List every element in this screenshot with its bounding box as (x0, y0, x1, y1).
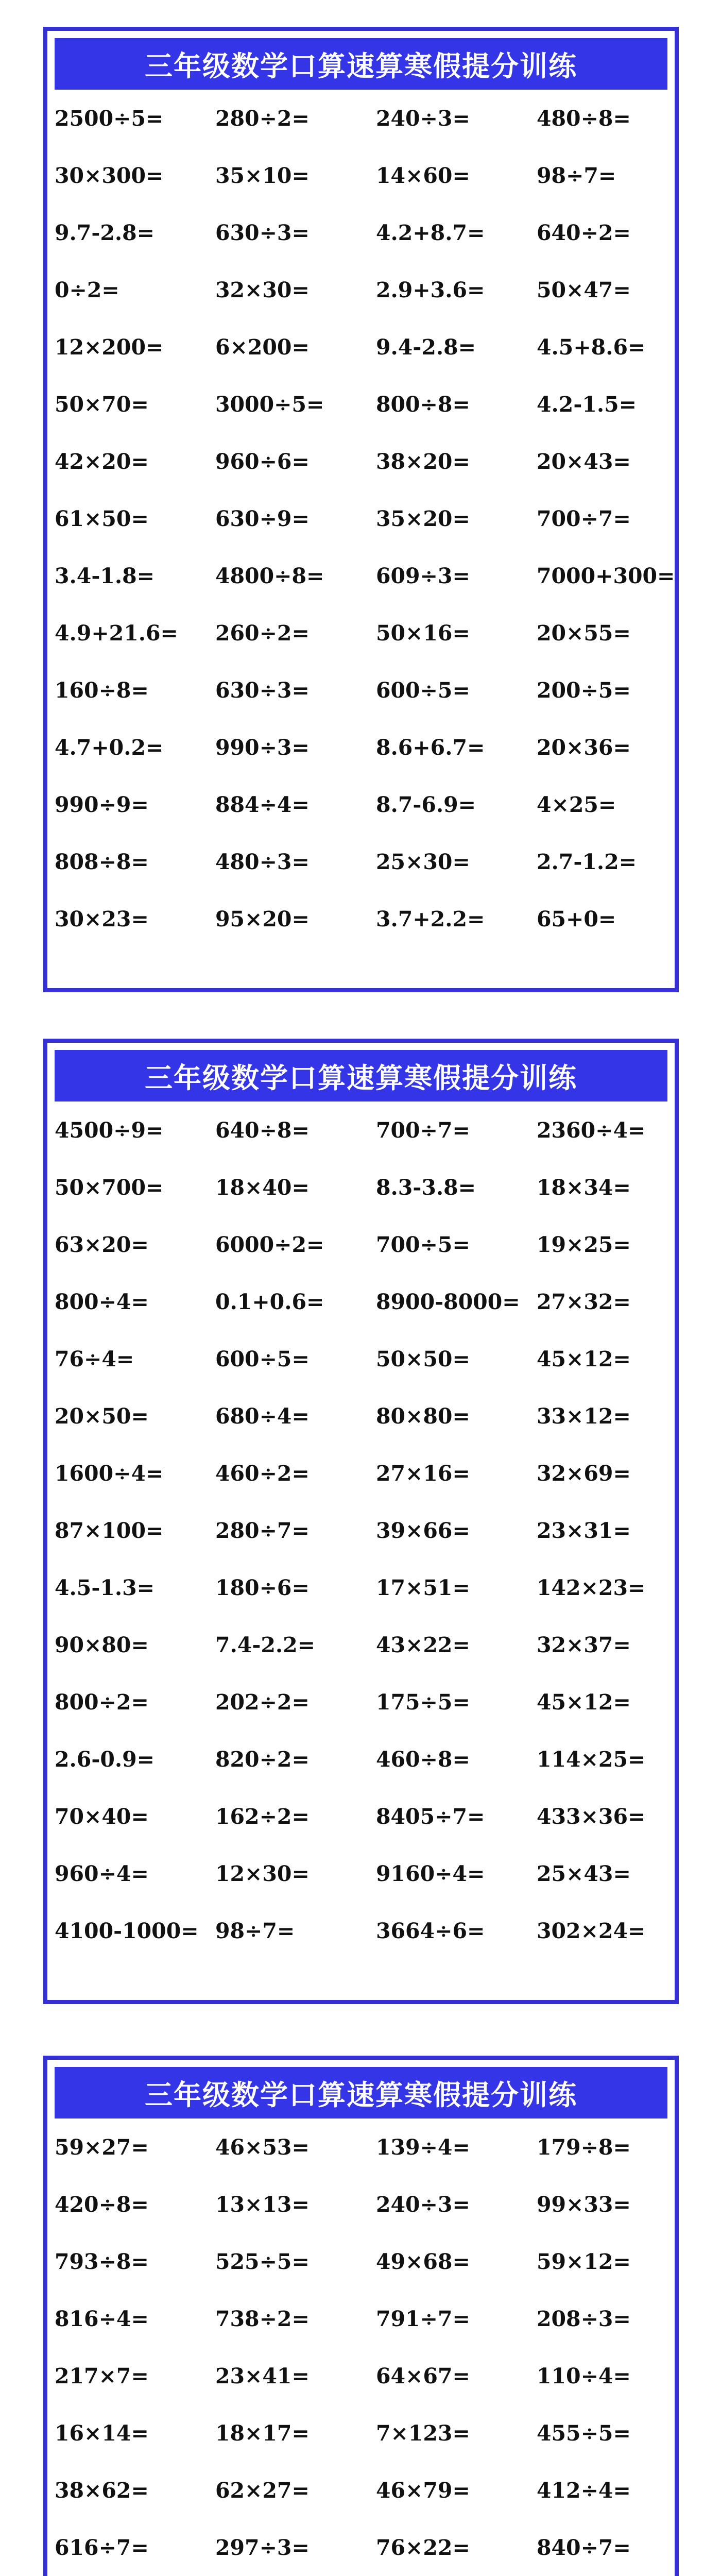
problem-cell: 25×43= (537, 1861, 631, 1886)
problem-cell: 38×20= (376, 449, 470, 474)
problem-cell: 9.4-2.8= (376, 334, 476, 360)
problem-cell: 50×70= (55, 392, 149, 417)
problem-cell: 816÷4= (55, 2306, 149, 2331)
problem-cell: 0÷2= (55, 277, 119, 302)
problem-cell: 4.7+0.2= (55, 735, 164, 760)
problem-cell: 2360÷4= (537, 1117, 646, 1143)
worksheet-title: 三年级数学口算速算寒假提分训练 (55, 1050, 667, 1101)
problem-cell: 32×30= (215, 277, 310, 302)
problem-cell: 8900-8000= (376, 1289, 520, 1314)
problem-cell: 39×66= (376, 1518, 470, 1543)
problem-cell: 50×700= (55, 1175, 164, 1200)
worksheet-2 (43, 1039, 679, 2004)
problem-cell: 46×79= (376, 2478, 470, 2503)
problem-cell: 3000÷5= (215, 392, 324, 417)
problem-cell: 46×53= (215, 2134, 310, 2160)
worksheet-title: 三年级数学口算速算寒假提分训练 (55, 2067, 667, 2119)
problem-cell: 640÷8= (215, 1117, 310, 1143)
problem-cell: 18×40= (215, 1175, 310, 1200)
problem-cell: 700÷5= (376, 1232, 470, 1257)
problem-cell: 20×55= (537, 620, 631, 646)
problem-cell: 98÷7= (215, 1918, 295, 1943)
problem-cell: 160÷8= (55, 677, 149, 703)
problem-cell: 23×41= (215, 2363, 310, 2388)
problem-cell: 525÷5= (215, 2249, 310, 2274)
problem-cell: 20×36= (537, 735, 631, 760)
problem-cell: 202÷2= (215, 1689, 310, 1715)
problem-cell: 0.1+0.6= (215, 1289, 324, 1314)
problem-cell: 42×20= (55, 449, 149, 474)
problem-cell: 14×60= (376, 163, 470, 188)
problem-cell: 4100-1000= (55, 1918, 199, 1943)
problem-cell: 840÷7= (537, 2535, 631, 2560)
problem-cell: 64×67= (376, 2363, 470, 2388)
problem-cell: 700÷7= (537, 506, 631, 531)
problem-cell: 800÷2= (55, 1689, 149, 1715)
problem-grid (47, 90, 675, 947)
problem-cell: 179÷8= (537, 2134, 631, 2160)
problem-cell: 70×40= (55, 1804, 149, 1829)
problem-cell: 412÷4= (537, 2478, 631, 2503)
problem-cell: 9.7-2.8= (55, 220, 155, 245)
problem-cell: 260÷2= (215, 620, 310, 646)
problem-cell: 27×16= (376, 1461, 470, 1486)
problem-cell: 65+0= (537, 906, 616, 931)
problem-cell: 59×27= (55, 2134, 149, 2160)
problem-cell: 433×36= (537, 1804, 646, 1829)
problem-cell: 114×25= (537, 1747, 646, 1772)
problem-cell: 110÷4= (537, 2363, 631, 2388)
problem-cell: 59×12= (537, 2249, 631, 2274)
problem-cell: 217×7= (55, 2363, 149, 2388)
problem-cell: 139÷4= (376, 2134, 470, 2160)
problem-cell: 280÷7= (215, 1518, 310, 1543)
problem-cell: 4.2-1.5= (537, 392, 637, 417)
problem-cell: 3.4-1.8= (55, 563, 155, 588)
problem-cell: 76÷4= (55, 1346, 134, 1371)
problem-cell: 2.9+3.6= (376, 277, 485, 302)
problem-cell: 18×34= (537, 1175, 631, 1200)
problem-cell: 800÷8= (376, 392, 470, 417)
problem-cell: 800÷4= (55, 1289, 149, 1314)
problem-cell: 99×33= (537, 2192, 631, 2217)
problem-cell: 990÷9= (55, 792, 149, 817)
problem-cell: 460÷2= (215, 1461, 310, 1486)
problem-cell: 280÷2= (215, 106, 310, 131)
problem-cell: 630÷9= (215, 506, 310, 531)
problem-cell: 4800÷8= (215, 563, 324, 588)
worksheet-title: 三年级数学口算速算寒假提分训练 (55, 38, 667, 90)
problem-cell: 680÷4= (215, 1403, 310, 1429)
problem-cell: 630÷3= (215, 677, 310, 703)
problem-cell: 3664÷6= (376, 1918, 485, 1943)
problem-cell: 791÷7= (376, 2306, 470, 2331)
problem-cell: 35×20= (376, 506, 470, 531)
problem-cell: 12×200= (55, 334, 164, 360)
problem-cell: 302×24= (537, 1918, 646, 1943)
problem-cell: 4.9+21.6= (55, 620, 178, 646)
problem-cell: 175÷5= (376, 1689, 470, 1715)
problem-cell: 2.6-0.9= (55, 1747, 155, 1772)
problem-cell: 95×20= (215, 906, 310, 931)
problem-cell: 420÷8= (55, 2192, 149, 2217)
problem-cell: 7×123= (376, 2420, 470, 2446)
problem-cell: 63×20= (55, 1232, 149, 1257)
problem-cell: 87×100= (55, 1518, 164, 1543)
problem-cell: 50×16= (376, 620, 470, 646)
problem-cell: 8.6+6.7= (376, 735, 485, 760)
problem-cell: 20×43= (537, 449, 631, 474)
problem-cell: 18×17= (215, 2420, 310, 2446)
problem-cell: 38×62= (55, 2478, 149, 2503)
problem-cell: 616÷7= (55, 2535, 149, 2560)
problem-cell: 62×27= (215, 2478, 310, 2503)
problem-cell: 200÷5= (537, 677, 631, 703)
problem-cell: 6000÷2= (215, 1232, 324, 1257)
problem-cell: 98÷7= (537, 163, 616, 188)
problem-cell: 45×12= (537, 1346, 631, 1371)
problem-cell: 8405÷7= (376, 1804, 485, 1829)
problem-cell: 4.5-1.3= (55, 1575, 155, 1600)
problem-cell: 700÷7= (376, 1117, 470, 1143)
worksheet-1 (43, 27, 679, 992)
problem-cell: 480÷8= (537, 106, 631, 131)
problem-cell: 13×13= (215, 2192, 310, 2217)
problem-cell: 61×50= (55, 506, 149, 531)
problem-cell: 35×10= (215, 163, 310, 188)
problem-cell: 990÷3= (215, 735, 310, 760)
problem-cell: 2500÷5= (55, 106, 164, 131)
problem-cell: 4×25= (537, 792, 616, 817)
problem-cell: 609÷3= (376, 563, 470, 588)
problem-cell: 76×22= (376, 2535, 470, 2560)
problem-cell: 162÷2= (215, 1804, 310, 1829)
problem-cell: 50×50= (376, 1346, 470, 1371)
problem-cell: 4500÷9= (55, 1117, 164, 1143)
problem-cell: 738÷2= (215, 2306, 310, 2331)
problem-cell: 8.7-6.9= (376, 792, 476, 817)
problem-cell: 600÷5= (376, 677, 470, 703)
problem-cell: 27×32= (537, 1289, 631, 1314)
problem-cell: 960÷4= (55, 1861, 149, 1886)
problem-cell: 208÷3= (537, 2306, 631, 2331)
problem-cell: 33×12= (537, 1403, 631, 1429)
problem-cell: 8.3-3.8= (376, 1175, 476, 1200)
problem-cell: 32×37= (537, 1632, 631, 1657)
problem-cell: 1600÷4= (55, 1461, 164, 1486)
problem-cell: 6×200= (215, 334, 310, 360)
problem-cell: 20×50= (55, 1403, 149, 1429)
problem-cell: 297÷3= (215, 2535, 310, 2560)
problem-cell: 12×30= (215, 1861, 310, 1886)
problem-grid (47, 2119, 675, 2576)
problem-cell: 30×300= (55, 163, 164, 188)
problem-cell: 7000+300= (537, 563, 675, 588)
problem-cell: 4.2+8.7= (376, 220, 485, 245)
problem-cell: 808÷8= (55, 849, 149, 874)
worksheet-3 (43, 2056, 679, 2576)
problem-cell: 180÷6= (215, 1575, 310, 1600)
problem-cell: 640÷2= (537, 220, 631, 245)
problem-cell: 49×68= (376, 2249, 470, 2274)
problem-cell: 960÷6= (215, 449, 310, 474)
problem-cell: 7.4-2.2= (215, 1632, 316, 1657)
problem-cell: 80×80= (376, 1403, 470, 1429)
problem-cell: 600÷5= (215, 1346, 310, 1371)
problem-cell: 884÷4= (215, 792, 310, 817)
problem-cell: 45×12= (537, 1689, 631, 1715)
problem-cell: 9160÷4= (376, 1861, 485, 1886)
problem-cell: 43×22= (376, 1632, 470, 1657)
problem-cell: 90×80= (55, 1632, 149, 1657)
problem-cell: 4.5+8.6= (537, 334, 646, 360)
problem-cell: 30×23= (55, 906, 149, 931)
problem-cell: 23×31= (537, 1518, 631, 1543)
problem-cell: 16×14= (55, 2420, 149, 2446)
problem-cell: 2.7-1.2= (537, 849, 637, 874)
problem-cell: 630÷3= (215, 220, 310, 245)
problem-cell: 240÷3= (376, 2192, 470, 2217)
problem-cell: 50×47= (537, 277, 631, 302)
problem-cell: 455÷5= (537, 2420, 631, 2446)
problem-cell: 793÷8= (55, 2249, 149, 2274)
problem-cell: 142×23= (537, 1575, 646, 1600)
problem-cell: 480÷3= (215, 849, 310, 874)
problem-grid (47, 1101, 675, 1959)
problem-cell: 25×30= (376, 849, 470, 874)
problem-cell: 32×69= (537, 1461, 631, 1486)
problem-cell: 3.7+2.2= (376, 906, 485, 931)
problem-cell: 460÷8= (376, 1747, 470, 1772)
problem-cell: 820÷2= (215, 1747, 310, 1772)
problem-cell: 19×25= (537, 1232, 631, 1257)
problem-cell: 17×51= (376, 1575, 470, 1600)
problem-cell: 240÷3= (376, 106, 470, 131)
